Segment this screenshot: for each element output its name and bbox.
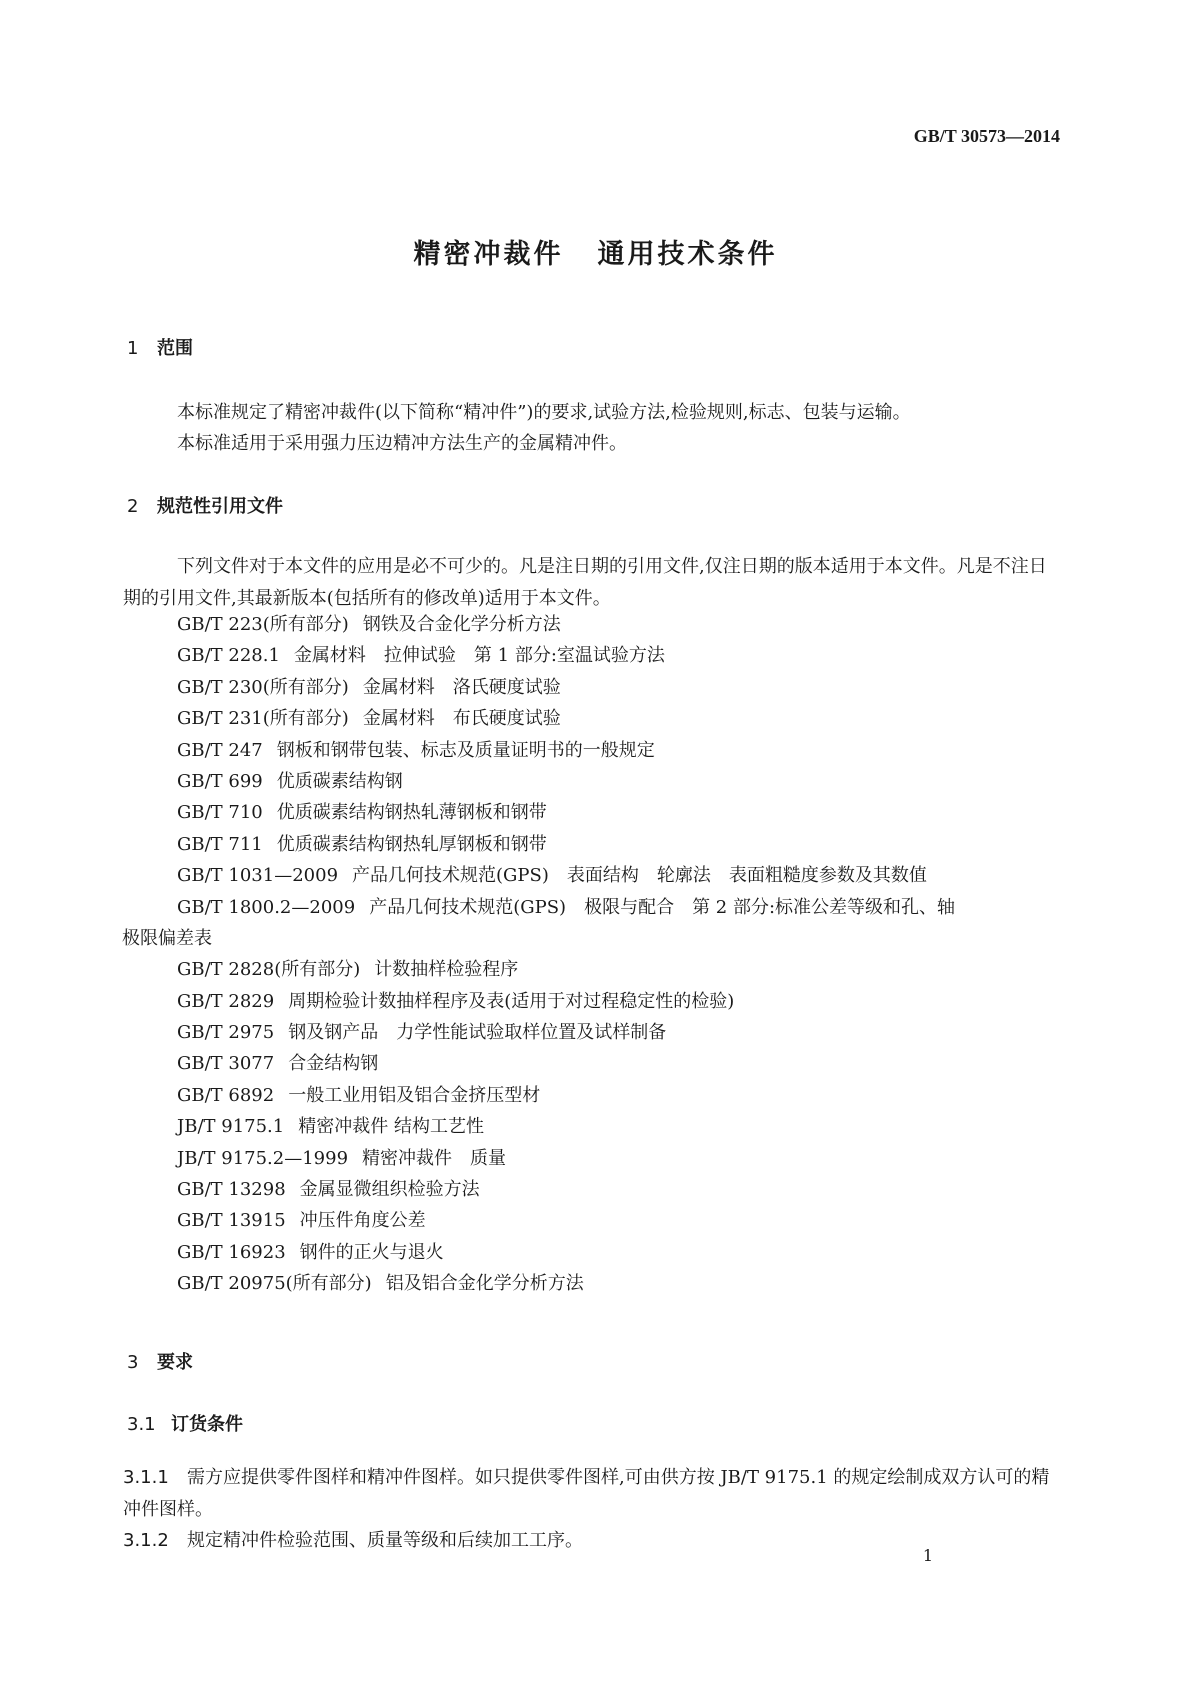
reference-title: 金属显微组织检验方法 [299,1179,480,1201]
reference-title: 产品几何技术规范(GPS) 极限与配合 第 2 部分:标准公差等级和孔、轴 [369,896,956,918]
reference-code: JB/T 9175.1 [177,1116,285,1138]
reference-item [177,766,1057,797]
reference-item [177,703,1057,734]
section-1-paragraph-1: 本标准规定了精密冲裁件(以下简称“精冲件”)的要求,试验方法,检验规则,标志、包装与运输。 [177,402,911,423]
reference-code: GB/T 228.1 [177,645,280,667]
reference-title: 冲压件角度公差 [299,1210,426,1232]
reference-item [177,860,1057,891]
reference-code: GB/T 711 [177,833,263,855]
reference-title: 计数抽样检验程序 [374,959,519,981]
clause-3-1-1: 3.1.1 需方应提供零件图样和精冲件图样。如只提供零件图样,可由供方按 JB/T 9175.1 的规定绘制成双方认可的精冲件图样。 [123,1467,1050,1520]
page-number: 1 [922,1546,933,1565]
reference-title: 金属材料 布氏硬度试验 [362,708,561,730]
reference-code: GB/T 20975(所有部分) [177,1273,372,1295]
reference-item [177,1205,1057,1236]
reference-title: 一般工业用铝及铝合金挤压型材 [288,1084,541,1106]
reference-item [177,672,1057,703]
reference-title: 优质碳素结构钢热轧薄钢板和钢带 [276,802,547,824]
reference-code: GB/T 2975 [177,1022,275,1044]
reference-item [177,1174,1057,1205]
reference-item [177,1048,1057,1079]
reference-title: 合金结构钢 [288,1053,379,1075]
reference-continuation: 极限偏差表 [122,927,212,949]
reference-item [177,1111,1057,1142]
reference-item [177,609,1057,640]
reference-title: 钢铁及合金化学分析方法 [362,614,561,635]
reference-code: GB/T 247 [177,739,263,761]
reference-item [177,1237,1057,1268]
reference-code: GB/T 710 [177,802,263,824]
reference-code: GB/T 13915 [177,1210,286,1232]
reference-item [177,1017,1057,1048]
reference-code: GB/T 231(所有部分) [177,708,349,730]
reference-item [177,986,1057,1017]
reference-title: 铝及铝合金化学分析方法 [385,1273,584,1295]
standard-code: GB/T 30573—2014 [913,126,1060,146]
reference-item [177,1080,1057,1111]
reference-item [177,1268,1057,1299]
reference-title: 产品几何技术规范(GPS) 表面结构 轮廓法 表面粗糙度参数及其数值 [352,865,927,887]
reference-item [177,1143,1057,1174]
section-2-intro: 下列文件对于本文件的应用是必不可少的。凡是注日期的引用文件,仅注日期的版本适用于本文件。凡是不注日期的引用文件,其最新版本(包括所有的修改单)适用于本文件。 [123,556,1047,609]
reference-item [177,829,1057,860]
reference-code: GB/T 2828(所有部分) [177,959,361,981]
section-3-1-heading: 3.1 订货条件 [127,1414,243,1435]
reference-item [177,797,1057,828]
reference-item [177,640,1057,671]
reference-code: GB/T 2829 [177,990,275,1012]
reference-code: GB/T 1031—2009 [177,865,339,887]
reference-code: GB/T 16923 [177,1241,286,1263]
reference-item [177,892,1057,923]
reference-title: 精密冲裁件 结构工艺性 [298,1116,484,1138]
reference-item [177,735,1057,766]
reference-title: 钢及钢产品 力学性能试验取样位置及试样制备 [288,1022,667,1044]
reference-title: 优质碳素结构钢热轧厚钢板和钢带 [276,833,547,855]
title-part-1: 精密冲裁件 [413,239,564,270]
reference-code: JB/T 9175.2—1999 [177,1147,349,1169]
reference-code: GB/T 6892 [177,1084,275,1106]
section-1-paragraph-2: 本标准适用于采用强力压边精冲方法生产的金属精冲件。 [177,433,627,454]
section-2-heading: 2 规范性引用文件 [127,496,283,517]
section-1-heading: 1 范围 [127,338,193,359]
reference-title: 优质碳素结构钢 [276,770,403,792]
reference-title: 钢件的正火与退火 [299,1241,444,1263]
document-title [0,232,1191,271]
reference-title: 周期检验计数抽样程序及表(适用于对过程稳定性的检验) [288,990,735,1012]
reference-item [177,954,1057,985]
reference-list [122,609,1057,1300]
reference-title: 金属材料 拉伸试验 第 1 部分:室温试验方法 [293,645,665,667]
title-part-2: 通用技术条件 [597,239,778,270]
section-3-heading: 3 要求 [127,1352,193,1373]
reference-code: GB/T 230(所有部分) [177,676,349,698]
reference-title: 精密冲裁件 质量 [362,1147,507,1169]
reference-code: GB/T 223(所有部分) [177,614,349,635]
reference-code: GB/T 1800.2—2009 [177,896,356,918]
reference-title: 金属材料 洛氏硬度试验 [362,676,561,698]
reference-title: 钢板和钢带包装、标志及质量证明书的一般规定 [276,739,655,761]
reference-code: GB/T 3077 [177,1053,275,1075]
reference-code: GB/T 13298 [177,1179,286,1201]
clause-3-1-2: 3.1.2 规定精冲件检验范围、质量等级和后续加工工序。 [123,1530,583,1551]
reference-code: GB/T 699 [177,770,263,792]
